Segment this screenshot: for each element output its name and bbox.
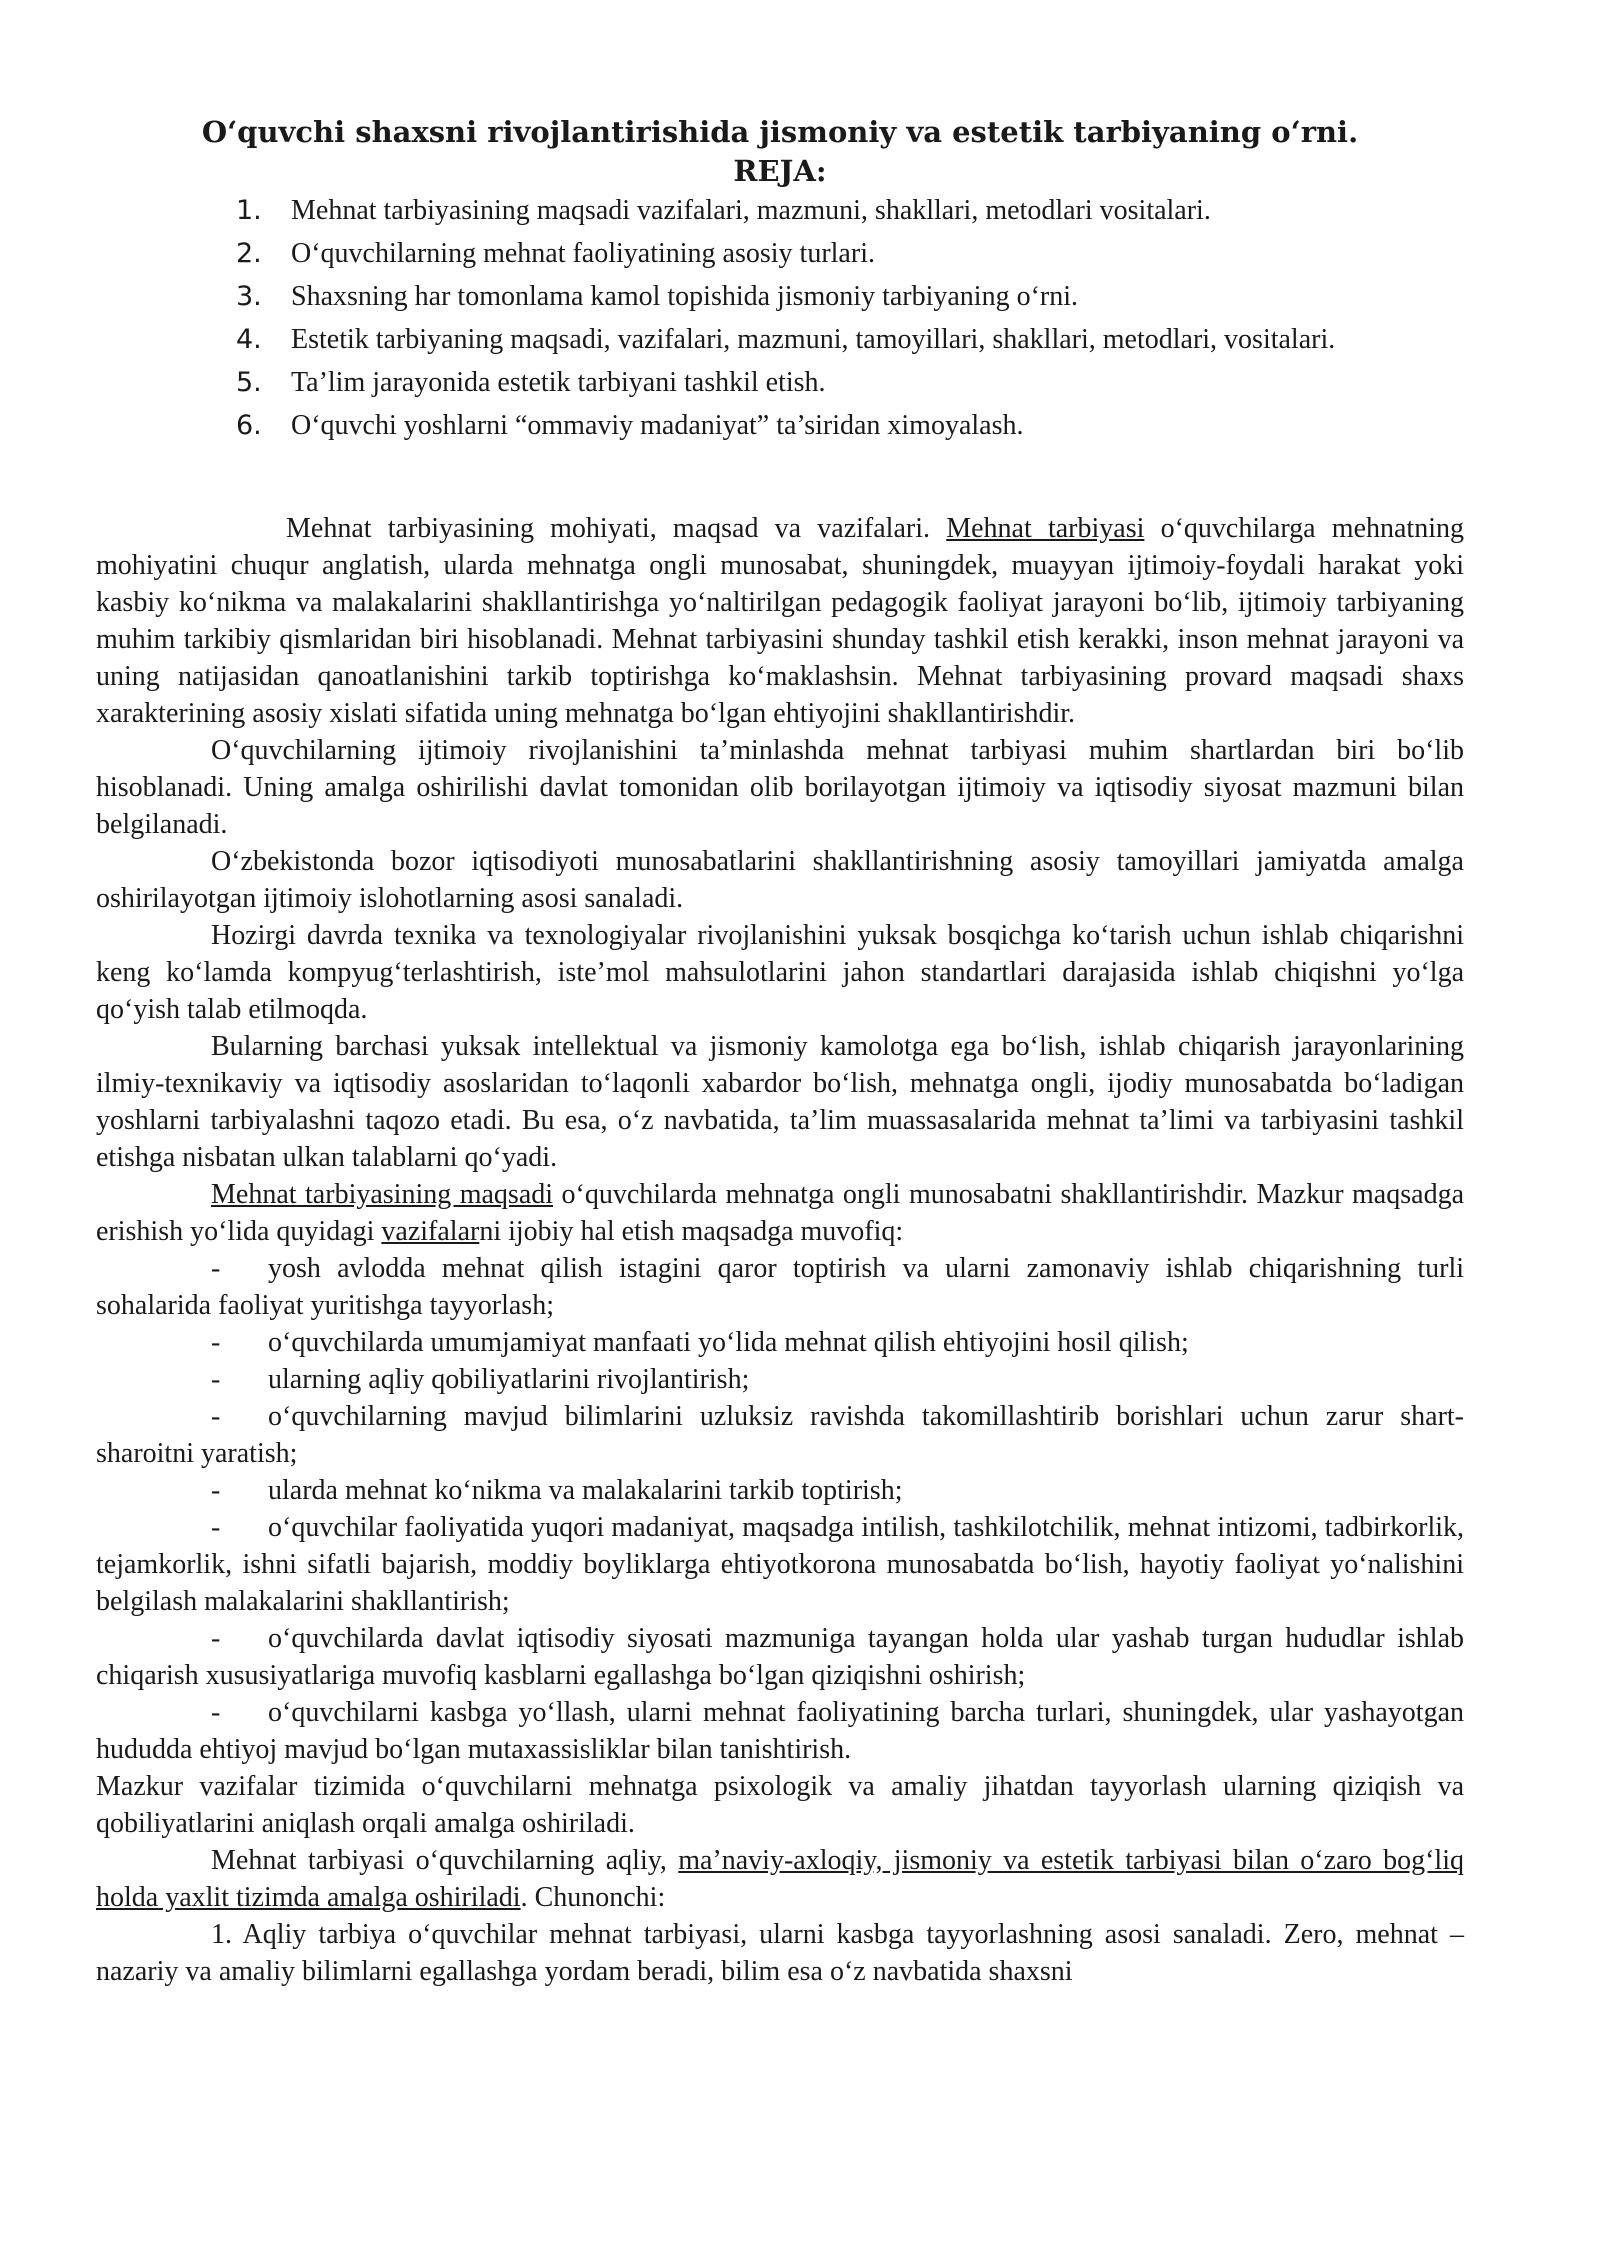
document-page — [96, 112, 1464, 1990]
dash-bullet: - — [211, 1512, 221, 1543]
intro-term-underlined: Mehnat tarbiyasi — [946, 513, 1145, 544]
intro-lead: Mehnat tarbiyasining mohiyati, maqsad va vazifalari. — [286, 513, 947, 544]
task-text: o‘quvchilarda davlat iqtisodiy siyosati mazmuniga tayangan holda ular yashab turgan hududlar ishlab chiqarish xususiyatlariga muvofiq kasblarni egallashga bo‘lgan qiziqishni oshirish; — [96, 1623, 1464, 1691]
paragraph: Bularning barchasi yuksak intellektual va jismoniy kamolotga ega bo‘lish, ishlab chiqarish jarayonlarining ilmiy-texnikaviy va iqtisodiy asoslaridan to‘laqonli xabardor bo‘lish, mehnatga ongli, ijodiy munosabatda bo‘ladigan yoshlarni tarbiyalashni taqozo etadi. Bu esa, o‘z navbatida, ta’lim muassasalarida mehnat ta’limi va tarbiyasini tashkil etishga nisbatan ulkan talablarni qo‘yadi. — [96, 1031, 1464, 1173]
plan-list — [96, 192, 1464, 444]
task-item — [96, 1361, 1464, 1398]
integration-tail: . Chunonchi: — [520, 1882, 666, 1913]
paragraph: O‘zbekistonda bozor iqtisodiyoti munosabatlarini shakllantirishning asosiy tamoyillari jamiyatda amalga oshirilayotgan ijtimoiy islohotlarning asosi sanaladi. — [96, 846, 1464, 914]
integration-underlined: ma’naviy-axloqiy, jismoniy va estetik tarbiyasi bilan o‘zaro bog‘liq holda yaxlit tizimda amalga oshiriladi — [96, 1845, 1464, 1913]
task-item — [96, 1324, 1464, 1361]
plan-item-number: 1. — [236, 195, 262, 226]
integration-lead: Mehnat tarbiyasi o‘quvchilarning aqliy, — [211, 1845, 679, 1876]
goal-body: o‘quvchilarda mehnatga ongli munosabatni shakllantirishdir. Mazkur maqsadga erishish yo‘lida quyidagi — [96, 1179, 1464, 1247]
task-item — [96, 1398, 1464, 1472]
plan-item — [236, 192, 1464, 229]
task-item — [96, 1472, 1464, 1509]
goal-term-underlined: Mehnat tarbiyasining maqsadi — [211, 1179, 554, 1210]
plan-item-number: 4. — [236, 324, 262, 355]
paragraph-numbered: 1. Aqliy tarbiya o‘quvchilar mehnat tarbiyasi, ularni kasbga tayyorlashning asosi sanaladi. Zero, mehnat – nazariy va amaliy bilimlarni egallashga yordam beradi, bilim esa o‘z navbatida shaxsni — [96, 1919, 1464, 1987]
dash-bullet: - — [211, 1327, 221, 1358]
plan-item-number: 5. — [236, 367, 262, 398]
goal-tail: ni ijobiy hal etish maqsadga muvofiq: — [479, 1216, 904, 1247]
plan-item — [236, 321, 1464, 358]
dash-bullet: - — [211, 1253, 221, 1284]
paragraph-integration — [96, 1842, 1464, 1916]
task-text: o‘quvchilar faoliyatida yuqori madaniyat, maqsadga intilish, tashkilotchilik, mehnat intizomi, tadbirkorlik, tejamkorlik, ishni sifatli bajarish, moddiy boyliklarga ehtiyotkorona munosabatda bo‘lish, hayotiy faoliyat yo‘nalishini belgilash malakalarini shakllantirish; — [96, 1512, 1464, 1617]
plan-item-text: Estetik tarbiyaning maqsadi, vazifalari, mazmuni, tamoyillari, shakllari, metodlari, vositalari. — [291, 324, 1336, 355]
plan-heading: REJA: — [733, 154, 827, 188]
task-text: ularning aqliy qobiliyatlarini rivojlantirish; — [268, 1364, 750, 1395]
task-text: o‘quvchilarda umumjamiyat manfaati yo‘lida mehnat qilish ehtiyojini hosil qilish; — [268, 1327, 1189, 1358]
spacer — [96, 450, 1464, 510]
plan-item — [236, 407, 1464, 444]
plan-item — [236, 364, 1464, 401]
dash-bullet: - — [211, 1697, 221, 1728]
plan-item-number: 3. — [236, 281, 262, 312]
paragraph: O‘quvchilarning ijtimoiy rivojlanishini ta’minlashda mehnat tarbiyasi muhim shartlardan biri bo‘lib hisoblanadi. Uning amalga oshirilishi davlat tomonidan olib borilayotgan ijtimoiy va iqtisodiy siyosat mazmuni bilan belgilanadi. — [96, 735, 1464, 840]
plan-item-number: 2. — [236, 238, 262, 269]
task-item — [96, 1694, 1464, 1768]
intro-body: o‘quvchilarga mehnatning mohiyatini chuqur anglatish, ularda mehnatga ongli munosabat, shuningdek, muayyan ijtimoiy-foydali harakat yoki kasbiy ko‘nikma va malakalarini shakllantirishga yo‘naltirilgan pedagogik faoliyat jarayoni bo‘lib, ijtimoiy tarbiyaning muhim tarkibiy qismlaridan biri hisoblanadi. Mehnat tarbiyasini shunday tashkil etish kerakki, inson mehnat jarayoni va uning natijasidan qanoatlanishini tarkib toptirishga ko‘maklashsin. Mehnat tarbiyasining provard maqsadi shaxs xarakterining asosiy xislati sifatida uning mehnatga bo‘lgan ehtiyojini shakllantirishdir. — [96, 513, 1464, 729]
dash-bullet: - — [211, 1401, 221, 1432]
dash-bullet: - — [211, 1475, 221, 1506]
task-item — [96, 1509, 1464, 1620]
plan-item — [236, 278, 1464, 315]
plan-item-text: Mehnat tarbiyasining maqsadi vazifalari, mazmuni, shakllari, metodlari vositalari. — [291, 195, 1211, 226]
paragraph: Mazkur vazifalar tizimida o‘quvchilarni mehnatga psixologik va amaliy jihatdan tayyorlash ularning qiziqish va qobiliyatlarini aniqlash orqali amalga oshiriladi. — [96, 1771, 1464, 1839]
dash-bullet: - — [211, 1364, 221, 1395]
plan-item-number: 6. — [236, 410, 262, 441]
task-item — [96, 1620, 1464, 1694]
task-text: ularda mehnat ko‘nikma va malakalarini tarkib toptirish; — [268, 1475, 903, 1506]
task-text: o‘quvchilarni kasbga yo‘llash, ularni mehnat faoliyatining barcha turlari, shuningdek, ular yashayotgan hududda ehtiyoj mavjud bo‘lgan mutaxassisliklar bilan tanishtirish. — [96, 1697, 1464, 1765]
task-text: yosh avlodda mehnat qilish istagini qaror toptirish va ularni zamonaviy ishlab chiqarishning turli sohalarida faoliyat yuritishga tayyorlash; — [96, 1253, 1464, 1321]
plan-item-text: O‘quvchilarning mehnat faoliyatining asosiy turlari. — [291, 238, 875, 269]
paragraph-intro — [96, 510, 1464, 732]
paragraph-goal — [96, 1176, 1464, 1250]
tasks-term-underlined: vazifalar — [381, 1216, 480, 1247]
plan-item-text: Ta’lim jarayonida estetik tarbiyani tashkil etish. — [291, 367, 826, 398]
plan-item-text: Shaxsning har tomonlama kamol topishida jismoniy tarbiyaning o‘rni. — [291, 281, 1079, 312]
plan-item-text: O‘quvchi yoshlarni “ommaviy madaniyat” ta’siridan ximoyalash. — [291, 410, 1024, 441]
task-text: o‘quvchilarning mavjud bilimlarini uzluksiz ravishda takomillashtirib borishlari uchun zarur shart-sharoitni yaratish; — [96, 1401, 1464, 1469]
document-title: O‘quvchi shaxsni rivojlantirishida jismoniy va estetik tarbiyaning o‘rni. — [201, 115, 1359, 149]
paragraph: Hozirgi davrda texnika va texnologiyalar rivojlanishini yuksak bosqichga ko‘tarish uchun ishlab chiqarishni keng ko‘lamda kompyug‘terlashtirish, iste’mol mahsulotlarini jahon standartlari darajasida ishlab chiqishni yo‘lga qo‘yish talab etilmoqda. — [96, 920, 1464, 1025]
dash-bullet: - — [211, 1623, 221, 1654]
task-item — [96, 1250, 1464, 1324]
plan-item — [236, 235, 1464, 272]
